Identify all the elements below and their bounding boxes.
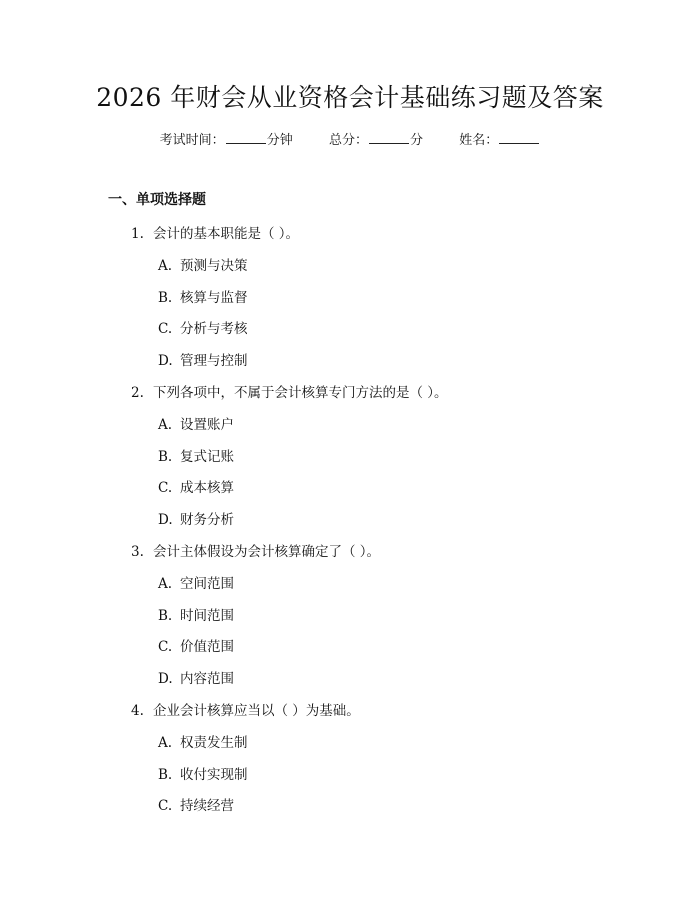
question-list: [0, 224, 700, 828]
option-letter: C.: [158, 639, 173, 656]
option-text: 分析与考核: [180, 321, 248, 338]
page-title: 2026 年财会从业资格会计基础练习题及答案: [96, 83, 604, 112]
question-number: 3.: [131, 543, 144, 560]
option-letter: A.: [158, 734, 173, 751]
exam-time-field: [160, 130, 293, 151]
option-letter: B.: [158, 607, 173, 624]
question-text: 会计的基本职能是（ ）。: [153, 226, 300, 242]
option-letter: D.: [158, 512, 173, 529]
option-item: [0, 765, 700, 797]
option-letter: B.: [158, 448, 173, 465]
question-number: 2.: [131, 384, 144, 401]
option-text: 权责发生制: [180, 734, 248, 751]
name-blank: [499, 130, 539, 144]
question-stem: [0, 224, 700, 256]
option-text: 管理与控制: [180, 353, 248, 370]
question-stem: [0, 542, 700, 574]
option-text: 设置账户: [180, 416, 234, 433]
question-number: 4.: [131, 702, 144, 719]
option-letter: D.: [158, 353, 173, 370]
option-item: [0, 415, 700, 447]
option-letter: B.: [158, 289, 173, 306]
option-item: [0, 733, 700, 765]
option-text: 财务分析: [180, 512, 234, 529]
option-item: [0, 637, 700, 669]
option-letter: B.: [158, 766, 173, 783]
name-label: 姓名：: [459, 133, 499, 148]
exam-info-line: [0, 130, 700, 151]
option-text: 核算与监督: [180, 289, 248, 306]
question-stem: [0, 383, 700, 415]
option-letter: C.: [158, 321, 173, 338]
option-item: [0, 319, 700, 351]
option-letter: C.: [158, 798, 173, 815]
option-text: 复式记账: [180, 448, 234, 465]
option-letter: C.: [158, 480, 173, 497]
option-item: [0, 478, 700, 510]
option-text: 时间范围: [180, 607, 234, 624]
option-text: 空间范围: [180, 575, 234, 592]
option-letter: A.: [158, 575, 173, 592]
option-text: 成本核算: [180, 480, 234, 497]
option-item: [0, 256, 700, 288]
option-text: 预测与决策: [180, 257, 248, 274]
exam-time-unit: 分钟: [266, 133, 293, 148]
score-unit: 分: [410, 133, 424, 148]
question-text: 企业会计核算应当以（ ）为基础。: [153, 702, 360, 719]
question-stem: [0, 701, 700, 733]
option-item: [0, 510, 700, 542]
score-field: [329, 130, 423, 151]
score-label: 总分：: [328, 133, 368, 148]
option-letter: A.: [158, 257, 173, 274]
question-number: 1.: [131, 226, 144, 242]
option-text: 持续经营: [180, 798, 234, 815]
score-blank: [369, 130, 409, 144]
option-item: [0, 447, 700, 479]
option-item: [0, 351, 700, 383]
option-item: [0, 796, 700, 828]
option-text: 收付实现制: [180, 766, 248, 783]
exam-time-blank: [226, 130, 266, 144]
question-text: 会计主体假设为会计核算确定了（ ）。: [153, 543, 381, 560]
name-field: [459, 130, 540, 151]
option-letter: A.: [158, 416, 173, 433]
option-text: 价值范围: [180, 639, 234, 656]
option-item: [0, 574, 700, 606]
option-item: [0, 669, 700, 701]
option-item: [0, 288, 700, 320]
question-text: 下列各项中，不属于会计核算专门方法的是（ ）。: [153, 384, 448, 401]
section-heading: 一、单项选择题: [108, 192, 206, 208]
exam-time-label: 考试时间：: [159, 133, 225, 148]
option-item: [0, 606, 700, 638]
option-text: 内容范围: [180, 671, 234, 688]
option-letter: D.: [158, 671, 173, 688]
